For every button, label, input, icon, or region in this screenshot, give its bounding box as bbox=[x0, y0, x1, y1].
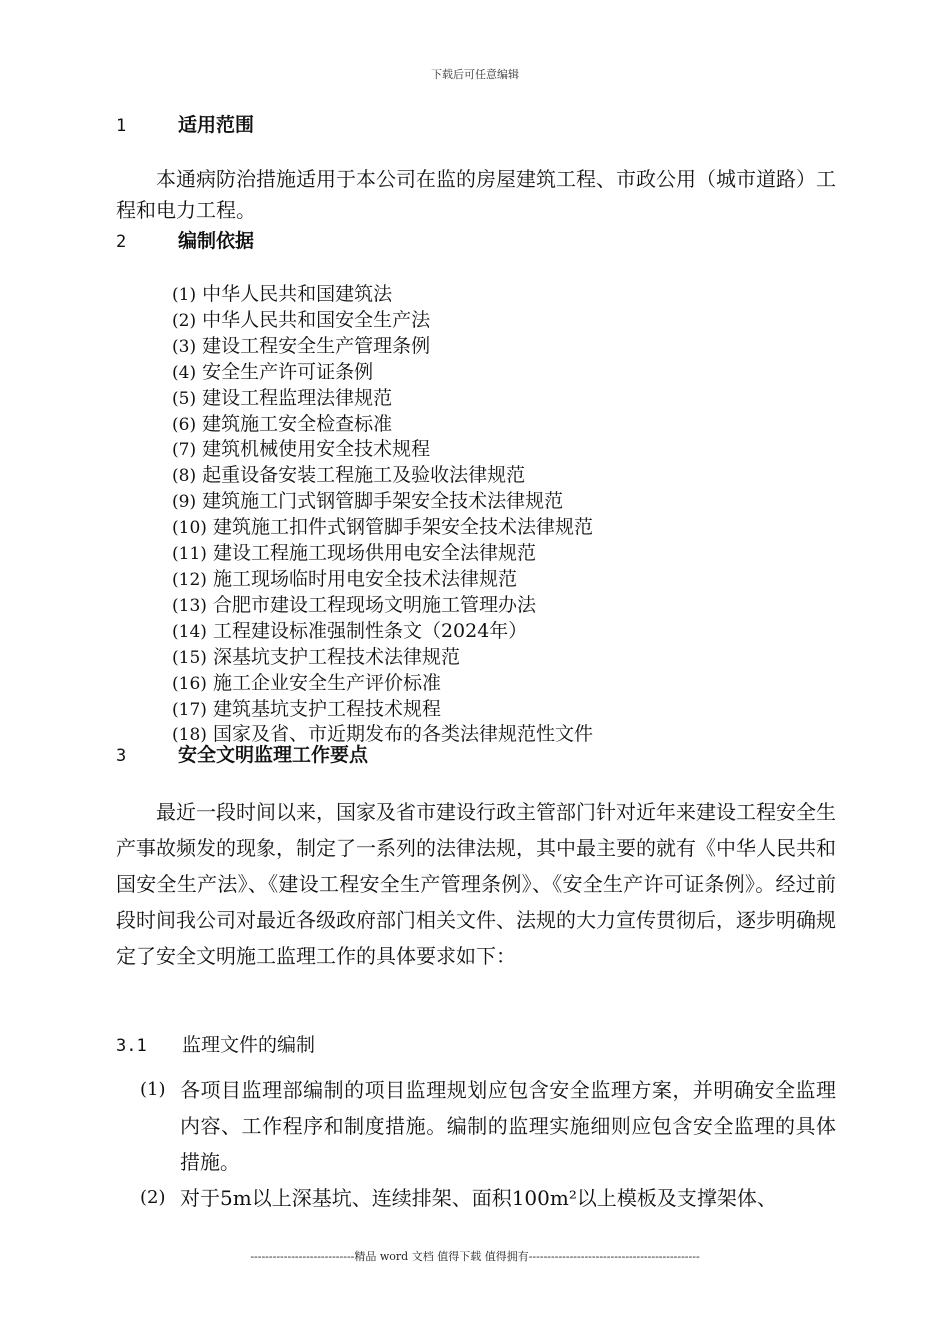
scope-paragraph bbox=[116, 164, 836, 226]
basis-list bbox=[172, 282, 593, 748]
basis-list-item bbox=[172, 489, 593, 515]
basis-item-text: 建设工程监理法律规范 bbox=[202, 386, 393, 409]
basis-list-item bbox=[172, 697, 593, 723]
basis-list-item bbox=[172, 619, 593, 645]
basis-list-item bbox=[172, 308, 593, 334]
basis-item-text: 建设工程施工现场供用电安全法律规范 bbox=[212, 542, 536, 565]
basis-list-item bbox=[172, 541, 593, 567]
basis-item-text: 工程建设标准强制性条文（2024年） bbox=[212, 619, 528, 642]
basis-list-item bbox=[172, 437, 593, 463]
basis-item-text: 起重设备安装工程施工及验收法律规范 bbox=[202, 464, 526, 487]
basis-item-number: (9) bbox=[172, 492, 197, 513]
section-title: 编制依据 bbox=[178, 230, 255, 252]
section-number: 2 bbox=[116, 232, 127, 252]
basis-item-text: 施工现场临时用电安全技术法律规范 bbox=[212, 567, 517, 590]
basis-list-item bbox=[172, 386, 593, 412]
basis-item-text: 建筑施工扣件式钢管脚手架安全技术法律规范 bbox=[212, 516, 593, 539]
basis-item-number: (15) bbox=[172, 647, 207, 668]
section-title: 安全文明监理工作要点 bbox=[178, 744, 369, 766]
subsection-number: 3.1 bbox=[116, 1036, 147, 1056]
basis-item-number: (13) bbox=[172, 595, 207, 616]
basis-item-text: 安全生产许可证条例 bbox=[202, 360, 374, 383]
basis-item-text: 中华人民共和国建筑法 bbox=[202, 283, 393, 305]
item-number: (1) bbox=[140, 1079, 166, 1100]
basis-item-text: 国家及省、市近期发布的各类法律规范性文件 bbox=[212, 723, 593, 746]
basis-list-item bbox=[172, 645, 593, 671]
section-heading-basis bbox=[116, 226, 254, 253]
basis-item-number: (2) bbox=[172, 310, 197, 331]
basis-item-number: (12) bbox=[172, 569, 207, 590]
section-heading-scope bbox=[116, 110, 254, 137]
section-title: 适用范围 bbox=[178, 114, 255, 136]
page-footer: ----------------------------精品 word 文档 值得下载 值得拥有---------------------------------------------- bbox=[250, 1250, 700, 1263]
basis-item-text: 合肥市建设工程现场文明施工管理办法 bbox=[212, 593, 536, 616]
basis-item-number: (4) bbox=[172, 362, 197, 383]
section-heading-key-points bbox=[116, 740, 368, 767]
basis-item-number: (16) bbox=[172, 673, 207, 694]
basis-item-text: 建筑施工门式钢管脚手架安全技术法律规范 bbox=[202, 490, 564, 513]
key-points-paragraph bbox=[116, 794, 836, 974]
basis-list-item bbox=[172, 593, 593, 619]
basis-item-text: 建筑基坑支护工程技术规程 bbox=[212, 697, 441, 720]
basis-item-text: 建筑施工安全检查标准 bbox=[202, 412, 393, 435]
basis-item-text: 施工企业安全生产评价标准 bbox=[212, 671, 441, 694]
section-number: 1 bbox=[116, 116, 127, 136]
basis-list-item bbox=[172, 567, 593, 593]
basis-item-text: 深基坑支护工程技术法律规范 bbox=[212, 645, 460, 668]
subsection-title: 监理文件的编制 bbox=[182, 1034, 316, 1056]
basis-list-item bbox=[172, 671, 593, 697]
list-item bbox=[140, 1072, 836, 1180]
basis-item-number: (3) bbox=[172, 336, 197, 357]
basis-item-text: 建筑机械使用安全技术规程 bbox=[202, 438, 431, 461]
scope-text: 本通病防治措施适用于本公司在监的房屋建筑工程、市政公用（城市道路）工程和电力工程。 bbox=[116, 167, 836, 222]
basis-item-number: (5) bbox=[172, 388, 197, 409]
basis-item-number: (17) bbox=[172, 699, 207, 720]
key-points-text: 最近一段时间以来，国家及省市建设行政主管部门针对近年来建设工程安全生产事故频发的现象，制定了一系列的法律法规，其中最主要的就有《中华人民共和国安全生产法》、《建设工程安全生产管理条例》、《安全生产许可证条例》。经过前段时间我公司对最近各级政府部门相关文件、法规的大力宣传贯彻后，逐步明确规定了安全文明施工监理工作的具体要求如下： bbox=[116, 800, 836, 968]
basis-list-item bbox=[172, 282, 593, 308]
basis-item-text: 建设工程安全生产管理条例 bbox=[202, 334, 431, 357]
page-header: 下载后可任意编辑 bbox=[431, 68, 519, 81]
item-text: 各项目监理部编制的项目监理规划应包含安全监理方案，并明确安全监理内容、工作程序和制度措施。编制的监理实施细则应包含安全监理的具体措施。 bbox=[180, 1078, 836, 1174]
basis-list-item bbox=[172, 334, 593, 360]
section-number: 3 bbox=[116, 746, 127, 766]
list-item bbox=[140, 1180, 836, 1216]
basis-list-item bbox=[172, 463, 593, 489]
item-number: (2) bbox=[140, 1187, 166, 1208]
basis-item-number: (8) bbox=[172, 466, 197, 487]
basis-item-text: 中华人民共和国安全生产法 bbox=[202, 308, 431, 331]
subsection-heading bbox=[116, 1030, 315, 1057]
item-text: 对于5m以上深基坑、连续排架、面积100m²以上模板及支撑架体、 bbox=[180, 1186, 777, 1210]
basis-item-number: (6) bbox=[172, 414, 197, 435]
basis-item-number: (18) bbox=[172, 725, 207, 746]
basis-item-number: (14) bbox=[172, 621, 207, 642]
basis-item-number: (11) bbox=[172, 544, 207, 565]
basis-list-item bbox=[172, 515, 593, 541]
basis-item-number: (10) bbox=[172, 518, 207, 539]
basis-item-number: (1) bbox=[172, 285, 197, 305]
basis-list-item bbox=[172, 360, 593, 386]
basis-item-number: (7) bbox=[172, 440, 197, 461]
basis-list-item bbox=[172, 412, 593, 438]
